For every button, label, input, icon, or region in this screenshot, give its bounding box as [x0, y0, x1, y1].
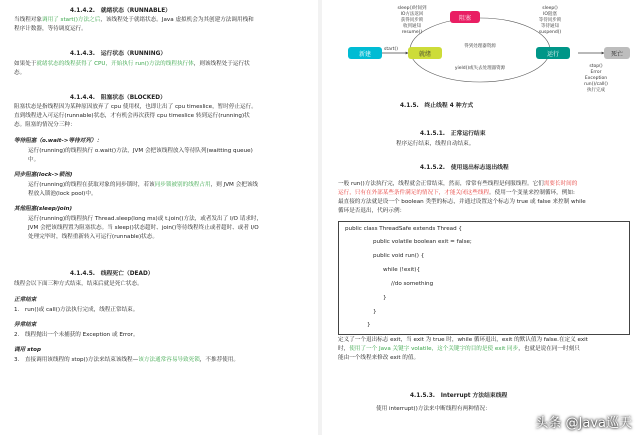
wait-block-title: 等待阻塞（o.wait->等待对列）：: [14, 138, 103, 144]
para-blocked-1: 阻塞状态是指线程因为某种原因放弃了 cpu 使用权，也即让出了 cpu timeslice，暂时停止运行。: [14, 104, 257, 110]
svg-text:resume(): resume(): [401, 30, 423, 35]
svg-text:stop(): stop(): [589, 64, 603, 69]
para-running-2: 态。: [14, 70, 26, 76]
heading-exit-flag: 4.1.5.2. 使用退出标志退出线程: [420, 165, 509, 171]
exception-end-line: 2. 线程抛出一个未捕获的 Exception 或 Error。: [14, 332, 139, 338]
svg-text:suspend(): suspend(): [538, 30, 562, 35]
other-block-line-3: 处理完毕时，线程重新转入可运行(runnable)状态。: [28, 234, 158, 240]
wait-block-line-2: 中。: [28, 157, 40, 163]
left-transition-list: [398, 4, 427, 35]
wait-block-line-1: 运行(running)的线程执行 o.wait()方法，JVM 会把该线程放入等待队列(waitting queue): [28, 148, 253, 154]
heading-dead: 4.1.4.5. 线程死亡（DEAD）: [70, 271, 154, 277]
heading-interrupt: 4.1.5.3. Interrupt 方法结束线程: [410, 393, 508, 399]
code-line: }: [383, 295, 387, 301]
para-blocked-3: 态。阻塞的情况分三种：: [14, 122, 76, 128]
para-running-1: 如果处于就绪状态的线程获得了 CPU，开始执行 run()方法的线程执行体，则该线程处于运行状: [14, 61, 250, 67]
watermark: 头条 @Java巡天: [535, 416, 632, 431]
code-line: }: [367, 322, 371, 328]
normal-end-line: 1. run()或 call()方法执行完成，线程正常结束。: [14, 307, 139, 313]
para-normal-run: 程序运行结束，线程自动结束。: [396, 141, 475, 147]
stop-end-title: 调用 stop: [14, 347, 41, 353]
svg-text:IO阻塞: IO阻塞: [543, 12, 557, 17]
heading-runnable: 4.1.4.2. 就绪状态（RUNNABLE）: [70, 8, 171, 14]
para-volatile-2: 时，使用了一个 Java 关键字 volatile，这个关键字的目的是使 exit 同步，也就是说在同一时刻只: [338, 346, 580, 352]
code-line: //do something: [391, 281, 434, 287]
code-block: [338, 221, 630, 335]
label-start: start(): [384, 47, 398, 52]
state-new: 新建: [358, 51, 372, 58]
right-transition-list: [539, 5, 562, 35]
para-blocked-2: 直到线程进入可运行(runnable)状态，才有机会再次获得 cpu timeslice 转到运行(running)状: [14, 113, 250, 119]
heading-running: 4.1.4.3. 运行状态（RUNNING）: [70, 51, 167, 57]
svg-text:等待同步锁: 等待同步锁: [538, 18, 562, 23]
other-block-title: 其他阻塞(sleep/join): [14, 206, 73, 212]
para-dead: 线程会以下面三种方式结束，结束后就是死亡状态。: [14, 281, 143, 287]
svg-text:sleep()时间到: sleep()时间到: [397, 6, 427, 11]
stop-end-line: 3. 直接调用该线程的 stop()方法来结束该线程—该方法通常容易导致死锁，不推荐使用。: [14, 357, 239, 363]
svg-text:Exception: Exception: [584, 76, 608, 81]
left-page: [0, 0, 318, 435]
para-exit-1: 一般 run()方法执行完，线程就会正常结束，然而，常常有些线程是伺服线程。它们需要长时间的: [338, 181, 578, 187]
para-exit-4: 循环是否退出，代码示例：: [338, 208, 406, 214]
other-block-line-2: JVM 会把该线程置为阻塞状态。当 sleep()状态超时、join()等待线程终止或者超时、或者 I/O: [28, 225, 259, 231]
state-dead: 死亡: [610, 51, 624, 58]
code-line: public class ThreadSafe extends Thread {: [345, 226, 462, 232]
sync-block-line-1: 运行(running)的线程在获取对象的同步锁时，若该同步锁被别的线程占用，则 JVM 会把该线: [28, 182, 259, 188]
para-runnable-1: 当线程对象调用了 start()方法之后，该线程处于就绪状态。Java 虚拟机会为其创建方法调用栈和: [14, 17, 254, 23]
code-line: while (!exit){: [383, 267, 421, 273]
thread-state-diagram: [340, 0, 630, 97]
label-yield: yield()或失去处理器资源: [454, 66, 506, 71]
heading-blocked: 4.1.4.4. 阻塞状态（BLOCKED）: [70, 95, 166, 101]
svg-text:执行完成: 执行完成: [587, 88, 605, 93]
heading-normal-run: 4.1.5.1. 正常运行结束: [420, 131, 486, 137]
svg-text:等待通知: 等待通知: [541, 24, 559, 29]
para-runnable-2: 程序计数器，等待调度运行。: [14, 26, 87, 32]
code-line: }: [373, 309, 377, 315]
dead-transition-list: [584, 63, 608, 93]
para-volatile-1: 定义了一个退出标志 exit，当 exit 为 true 时，while 循环退出，exit 的默认值为 false.在定义 exit: [338, 337, 588, 343]
para-exit-3: 最直接的方法就是设一个 boolean 类型的标志，并通过设置这个标志为 true 或 false 来控制 while: [338, 199, 586, 205]
state-ready: 就绪: [418, 51, 432, 58]
sync-block-title: 同步阻塞(lock->锁池): [14, 172, 73, 178]
svg-text:IO方法返回: IO方法返回: [400, 12, 424, 17]
svg-text:run()/call(): run()/call(): [584, 82, 608, 87]
other-block-line-1: 运行(running)的线程执行 Thread.sleep(long ms)或 t.join()方法，或者发出了 I/O 请求时，: [28, 216, 263, 222]
state-blocked: 阻塞: [458, 15, 472, 22]
code-line: public volatile boolean exit = false;: [373, 239, 472, 245]
state-running: 运行: [546, 51, 560, 58]
normal-end-title: 正常结束: [14, 297, 37, 303]
para-volatile-3: 能由一个线程来修改 exit 的值。: [338, 355, 420, 361]
svg-text:Error: Error: [590, 70, 602, 75]
label-obtain: 得到处理器资源: [464, 44, 496, 49]
svg-text:收到通知: 收到通知: [403, 24, 421, 29]
exception-end-title: 异常结束: [14, 322, 37, 328]
sync-block-line-2: 程放入锁池(lock pool)中。: [28, 191, 97, 197]
svg-text:获得同步锁: 获得同步锁: [400, 18, 424, 23]
code-line: public void run() {: [373, 253, 425, 259]
para-interrupt: 使用 interrupt()方法来中断线程有两种情况：: [376, 406, 491, 412]
heading-terminate: 4.1.5. 终止线程 4 种方式: [400, 103, 474, 109]
svg-text:sleep(): sleep(): [542, 6, 558, 11]
para-exit-2: 运行，只有在外部某些条件满足的情况下，才能关闭这些线程。使用一个变量来控制循环，例如:: [338, 190, 575, 196]
